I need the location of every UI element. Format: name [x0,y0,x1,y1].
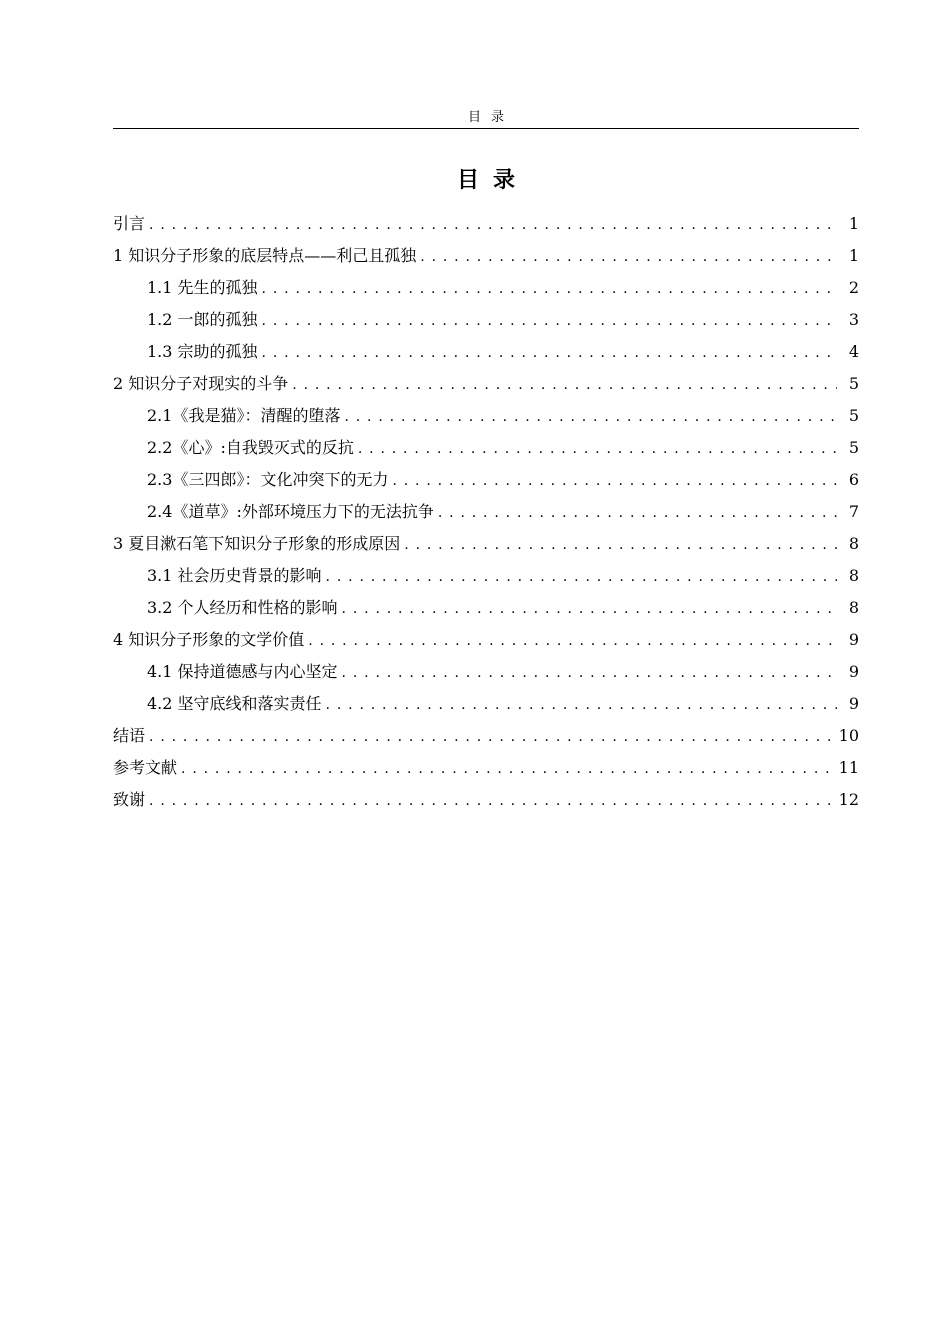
toc-entry[interactable] [113,752,859,784]
toc-entry-page: 9 [848,694,859,713]
toc-entry-page: 5 [848,406,859,425]
toc-entry-page: 7 [848,502,859,521]
toc-entry-page: 1 [848,246,859,265]
running-header: 目录 [467,110,514,125]
toc-entry[interactable] [113,464,859,496]
toc-entry[interactable] [113,496,859,528]
toc-entry-page: 2 [848,278,859,297]
toc-entry-page: 5 [848,374,859,393]
dot-leader [308,625,837,657]
toc-entry-label: 3 夏目漱石笔下知识分子形象的形成原因 [113,534,401,553]
toc-entry-label: 1.2 一郎的孤独 [147,310,258,329]
toc-entry-page: 9 [848,662,859,681]
toc-entry-label: 4.1 保持道德感与内心坚定 [147,662,338,681]
dot-leader [149,209,837,241]
toc-entry-page: 4 [848,342,859,361]
toc-entry-label: 2.3《三四郎》：文化冲突下的无力 [147,470,389,489]
toc-entry-label: 2.1《我是猫》：清醒的堕落 [147,406,341,425]
toc-entry-page: 5 [848,438,859,457]
toc-entry[interactable] [113,592,859,624]
toc-entry[interactable] [113,272,859,304]
dot-leader [262,305,837,337]
toc-entry[interactable] [113,656,859,688]
toc-entry-page: 3 [848,310,859,329]
toc-entry-label: 致谢 [113,790,146,809]
toc-entry[interactable] [113,368,859,400]
toc-entry[interactable] [113,720,859,752]
toc-entry[interactable] [113,560,859,592]
toc-entry[interactable] [113,336,859,368]
toc-entry-label: 1.1 先生的孤独 [147,278,258,297]
dot-leader [181,753,835,785]
toc-entry-label: 1.3 宗助的孤独 [147,342,258,361]
toc-entry-page: 10 [838,726,859,745]
toc-entry-label: 2 知识分子对现实的斗争 [113,374,289,393]
dot-leader [292,369,837,401]
dot-leader [326,689,837,721]
dot-leader [358,433,837,465]
toc-entry[interactable] [113,688,859,720]
toc-entry[interactable] [113,432,859,464]
dot-leader [342,657,837,689]
toc-entry-label: 1 知识分子形象的底层特点——利己且孤独 [113,246,417,265]
dot-leader [344,401,837,433]
dot-leader [262,337,837,369]
toc-entry[interactable] [113,304,859,336]
dot-leader [149,785,835,817]
toc-entry-label: 结语 [113,726,146,745]
toc-entry-label: 4.2 坚守底线和落实责任 [147,694,322,713]
dot-leader [149,721,835,753]
toc-entry-label: 4 知识分子形象的文学价值 [113,630,305,649]
toc-entry[interactable] [113,208,859,240]
dot-leader [392,465,837,497]
dot-leader [262,273,837,305]
toc-entry-page: 6 [848,470,859,489]
dot-leader [420,241,837,273]
toc-entry-page: 9 [848,630,859,649]
page-title: 目录 [456,168,529,193]
toc-entry-label: 引言 [113,214,146,233]
header-rule [113,128,859,129]
toc-entry[interactable] [113,528,859,560]
toc-entry-label: 3.1 社会历史背景的影响 [147,566,322,585]
toc-entry-label: 参考文献 [113,758,178,777]
table-of-contents [113,208,859,816]
toc-entry-label: 2.4《道草》:外部环境压力下的无法抗争 [147,502,434,521]
dot-leader [404,529,837,561]
dot-leader [326,561,837,593]
toc-entry[interactable] [113,624,859,656]
toc-entry-page: 11 [838,758,859,777]
toc-entry-label: 2.2《心》:自我毁灭式的反抗 [147,438,354,457]
toc-entry[interactable] [113,400,859,432]
toc-entry-page: 12 [838,790,859,809]
dot-leader [438,497,837,529]
toc-entry-page: 8 [848,566,859,585]
toc-entry-page: 1 [848,214,859,233]
toc-entry[interactable] [113,240,859,272]
toc-entry-page: 8 [848,534,859,553]
toc-entry-page: 8 [848,598,859,617]
toc-entry[interactable] [113,784,859,816]
toc-entry-label: 3.2 个人经历和性格的影响 [147,598,338,617]
dot-leader [342,593,837,625]
